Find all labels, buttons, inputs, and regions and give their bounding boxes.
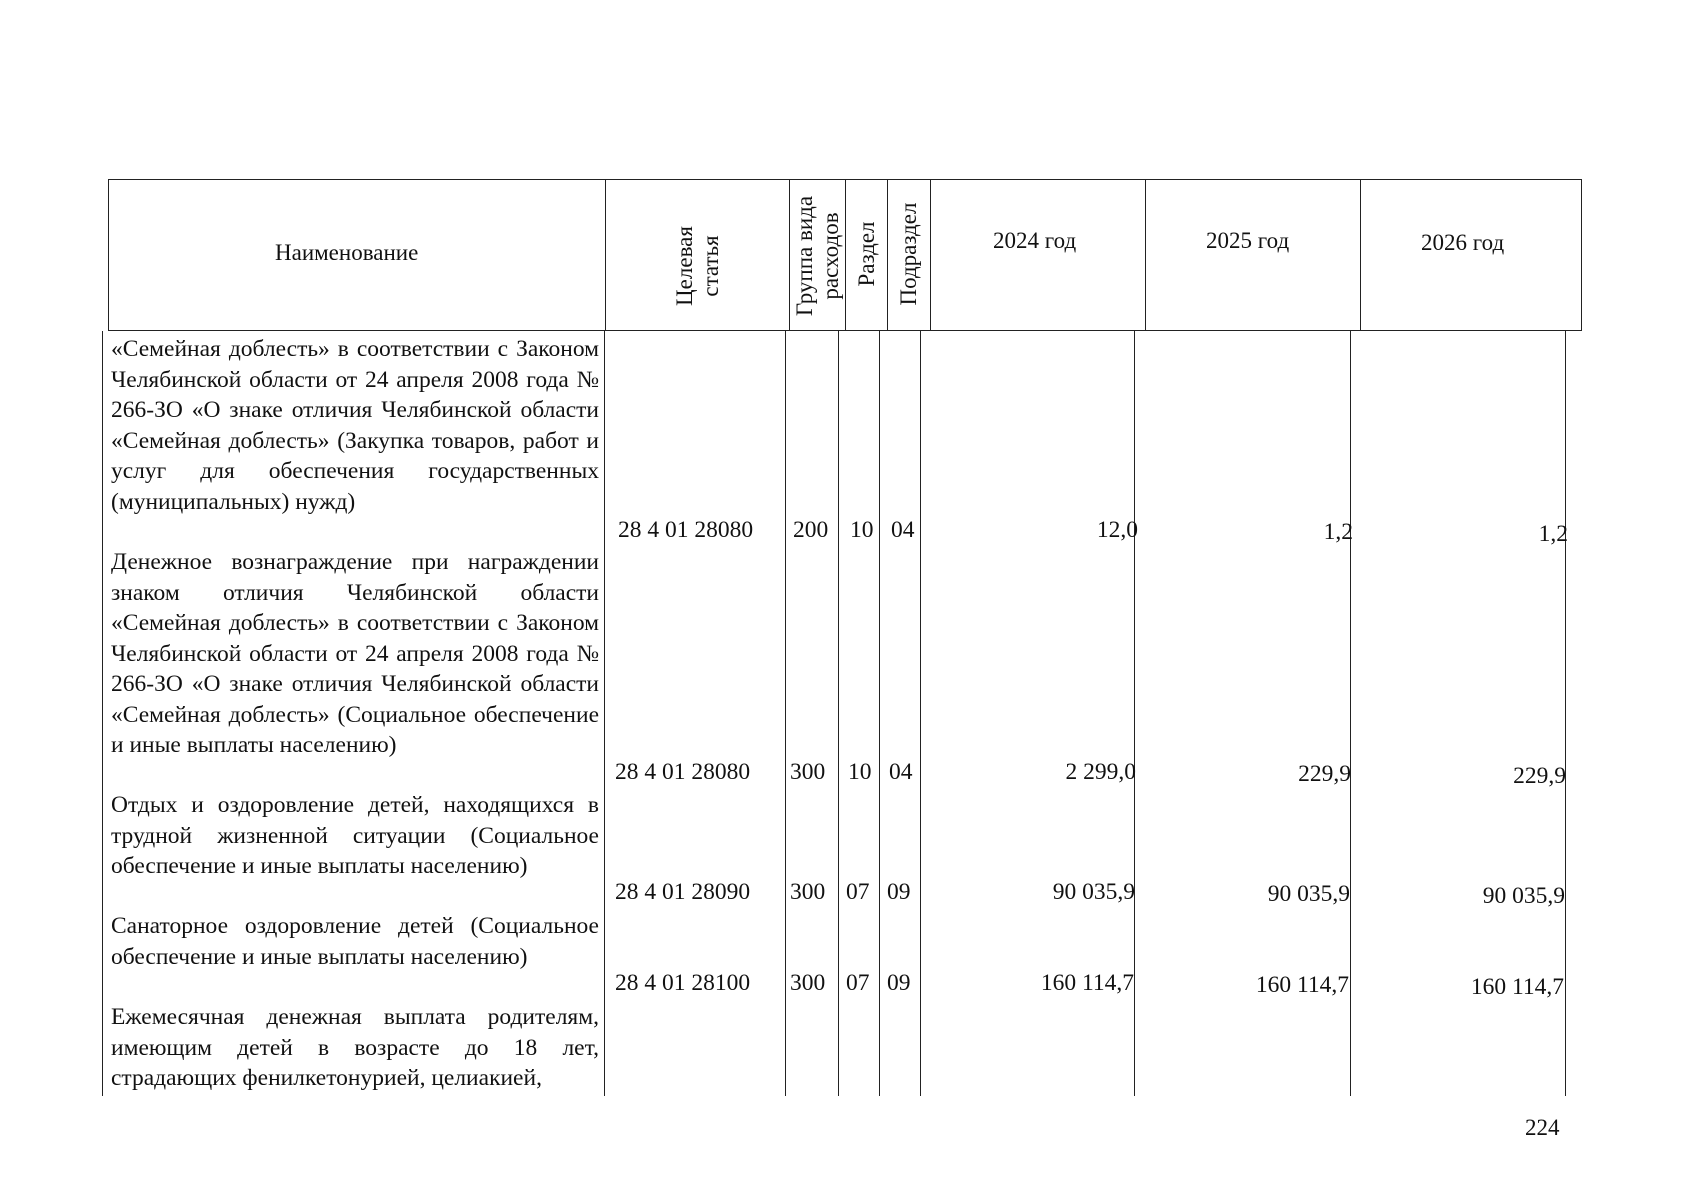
row-1-name: «Семейная доблесть» в соответствии с Законом Челябинской области от 24 апреля 2008 года № 266-ЗО «О знаке отличия Челябинской области «Семейная доблесть» (Закупка товаров, работ и услуг для обеспечения государственных (муниципальных) нужд) [111,336,599,515]
row-1-subsection: 04 [891,517,915,543]
rule-subsection-2024 [920,331,921,1096]
header-group-cell [790,180,846,330]
header-subsection: Подраздел [896,202,921,306]
row-3-2026: 90 035,9 [1482,883,1565,909]
row-3-group: 300 [790,879,826,905]
row-4-target: 28 4 01 28100 [615,970,751,996]
header-target: Целевая статья [672,226,723,306]
row-1-group: 200 [793,517,829,543]
row-4-2025: 160 114,7 [1255,972,1349,998]
row-4-subsection: 09 [887,970,911,996]
row-2-group: 300 [790,759,826,785]
row-2-target: 28 4 01 28080 [615,759,751,785]
header-name-cell [109,180,606,330]
header-2024-cell [931,180,1146,330]
rule-group-section [838,331,839,1096]
header-section-cell [846,180,888,330]
row-3-name: Отдых и оздоровление детей, находящихся в трудной жизненной ситуации (Социальное обеспечение и иные выплаты населению) [111,792,599,879]
row-2-2025: 229,9 [1298,761,1351,787]
row-4-group: 300 [790,970,826,996]
header-target-cell [606,180,790,330]
row-1-2025: 1,2 [1323,519,1353,545]
header-name: Наименование [275,240,419,265]
row-4-2026: 160 114,7 [1470,974,1564,1000]
row-2-2026: 229,9 [1513,763,1566,789]
rule-name-target [604,331,605,1096]
row-4-2024: 160 114,7 [1040,970,1134,996]
header-2026-cell [1361,180,1583,330]
rule-2025-2026 [1350,331,1351,1096]
rule-target-group [785,331,786,1096]
rule-right [1565,331,1566,1096]
row-1-2024: 12,0 [1096,517,1138,543]
header-subsection-cell [888,180,931,330]
row-2-subsection: 04 [889,759,913,785]
row-1-target: 28 4 01 28080 [618,517,754,543]
row-4-name: Санаторное оздоровление детей (Социальное обеспечение и иные выплаты населению) [111,913,599,970]
row-3-2024: 90 035,9 [1052,879,1135,905]
header-2025: 2025 год [1206,228,1290,253]
rule-2024-2025 [1134,331,1135,1096]
row-3-2025: 90 035,9 [1267,881,1350,907]
rule-left [102,331,103,1096]
header-2024: 2024 год [993,228,1077,253]
row-2-2024: 2 299,0 [1065,759,1136,785]
header-group: Группа вида расходов [792,195,843,317]
page-number: 224 [1525,1115,1560,1140]
header-2025-cell [1146,180,1361,330]
rule-section-subsection [879,331,880,1096]
table-header [108,179,1582,331]
row-2-section: 10 [848,759,872,785]
row-1-2026: 1,2 [1538,521,1568,547]
row-2-name: Денежное вознаграждение при награждении знаком отличия Челябинской области «Семейная доблесть» в соответствии с Законом Челябинской области от 24 апреля 2008 года № 266-ЗО «О знаке отличия Челябинской области «Семейная доблесть» (Социальное обеспечение и иные выплаты населению) [111,549,599,758]
row-3-target: 28 4 01 28090 [615,879,751,905]
row-5-name: Ежемесячная денежная выплата родителям, имеющим детей в возрасте до 18 лет, страдающих фенилкетонурией, целиакией, [111,1004,599,1091]
header-section: Раздел [854,221,879,287]
row-3-section: 07 [846,879,870,905]
row-4-section: 07 [846,970,870,996]
row-1-section: 10 [850,517,874,543]
header-2026: 2026 год [1421,230,1505,255]
row-3-subsection: 09 [887,879,911,905]
